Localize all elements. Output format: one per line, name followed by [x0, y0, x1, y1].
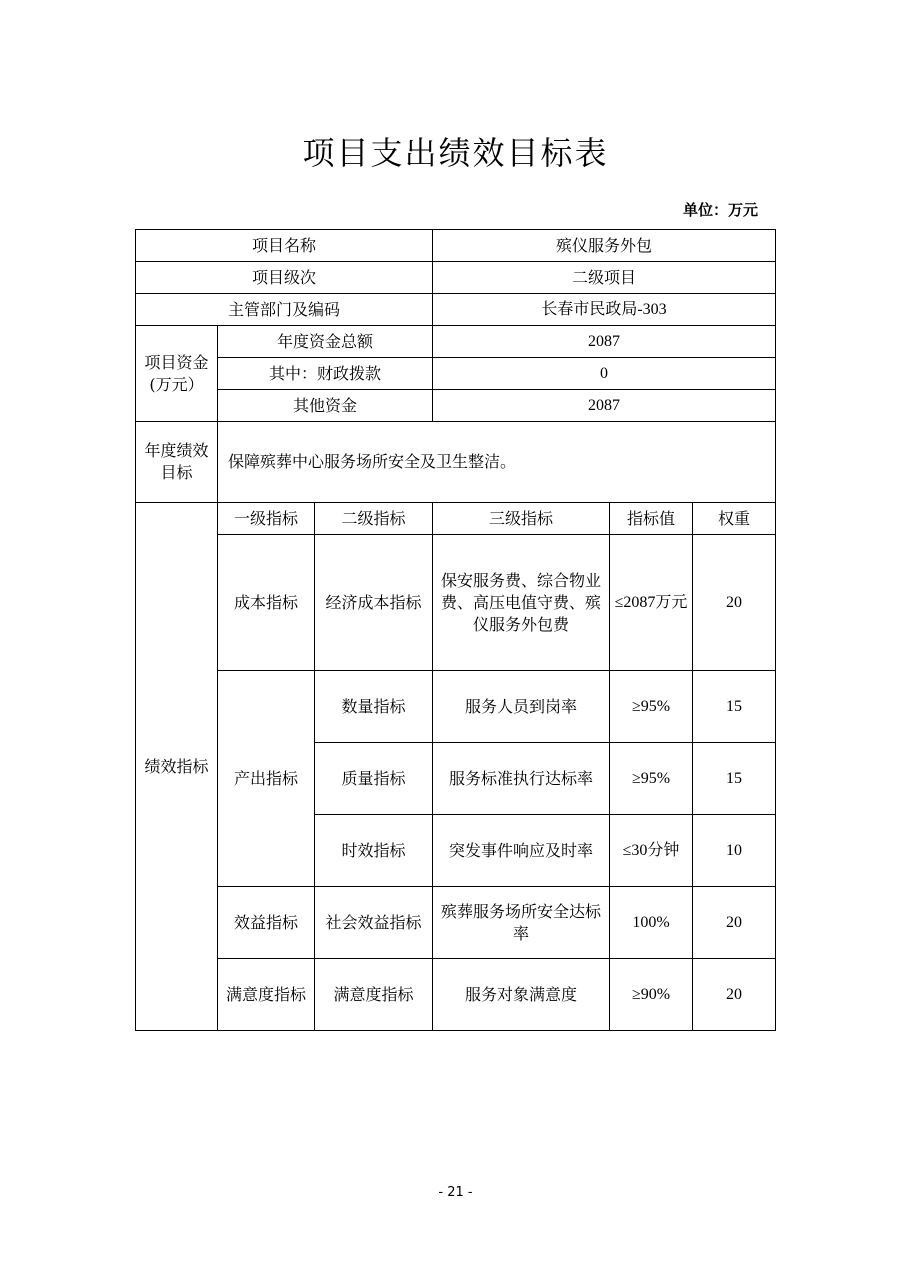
satisfaction-level1: 满意度指标 [218, 959, 315, 1031]
output-weight: 10 [693, 815, 776, 887]
header-weight: 权重 [693, 503, 776, 535]
output-level2: 数量指标 [315, 671, 433, 743]
project-name-label: 项目名称 [136, 230, 433, 262]
dept-label: 主管部门及编码 [136, 294, 433, 326]
cost-level2: 经济成本指标 [315, 535, 433, 671]
cost-level3: 保安服务费、综合物业费、高压电值守费、殡仪服务外包费 [433, 535, 610, 671]
output-level1: 产出指标 [218, 671, 315, 887]
satisfaction-weight: 20 [693, 959, 776, 1031]
benefit-value: 100% [610, 887, 693, 959]
project-level-value: 二级项目 [433, 262, 776, 294]
output-level3: 服务人员到岗率 [433, 671, 610, 743]
annual-goal-label: 年度绩效目标 [136, 422, 218, 503]
annual-goal-text: 保障殡葬中心服务场所安全及卫生整洁。 [218, 422, 776, 503]
project-level-label: 项目级次 [136, 262, 433, 294]
funds-total-label: 年度资金总额 [218, 326, 433, 358]
cost-level1: 成本指标 [218, 535, 315, 671]
output-level2: 质量指标 [315, 743, 433, 815]
output-level2: 时效指标 [315, 815, 433, 887]
funds-group-label: 项目资金(万元） [136, 326, 218, 422]
header-level3: 三级指标 [433, 503, 610, 535]
output-level3: 突发事件响应及时率 [433, 815, 610, 887]
output-value: ≥95% [610, 743, 693, 815]
indicators-group-label: 绩效指标 [136, 503, 218, 1031]
performance-table [135, 229, 776, 1031]
funds-total-value: 2087 [433, 326, 776, 358]
page-title: 项目支出绩效目标表 [302, 134, 609, 172]
output-value: ≤30分钟 [610, 815, 693, 887]
benefit-level1: 效益指标 [218, 887, 315, 959]
output-level3: 服务标准执行达标率 [433, 743, 610, 815]
output-weight: 15 [693, 671, 776, 743]
benefit-level3: 殡葬服务场所安全达标率 [433, 887, 610, 959]
output-weight: 15 [693, 743, 776, 815]
page-number: - 21 - [438, 1185, 473, 1200]
unit-label: 单位：万元 [683, 201, 759, 219]
project-name-value: 殡仪服务外包 [433, 230, 776, 262]
output-value: ≥95% [610, 671, 693, 743]
funds-fiscal-label: 其中：财政拨款 [218, 358, 433, 390]
funds-other-value: 2087 [433, 390, 776, 422]
header-level1: 一级指标 [218, 503, 315, 535]
cost-value: ≤2087万元 [610, 535, 693, 671]
dept-value: 长春市民政局-303 [433, 294, 776, 326]
satisfaction-level2: 满意度指标 [315, 959, 433, 1031]
benefit-level2: 社会效益指标 [315, 887, 433, 959]
satisfaction-value: ≥90% [610, 959, 693, 1031]
funds-fiscal-value: 0 [433, 358, 776, 390]
cost-weight: 20 [693, 535, 776, 671]
header-value: 指标值 [610, 503, 693, 535]
satisfaction-level3: 服务对象满意度 [433, 959, 610, 1031]
header-level2: 二级指标 [315, 503, 433, 535]
funds-other-label: 其他资金 [218, 390, 433, 422]
benefit-weight: 20 [693, 887, 776, 959]
